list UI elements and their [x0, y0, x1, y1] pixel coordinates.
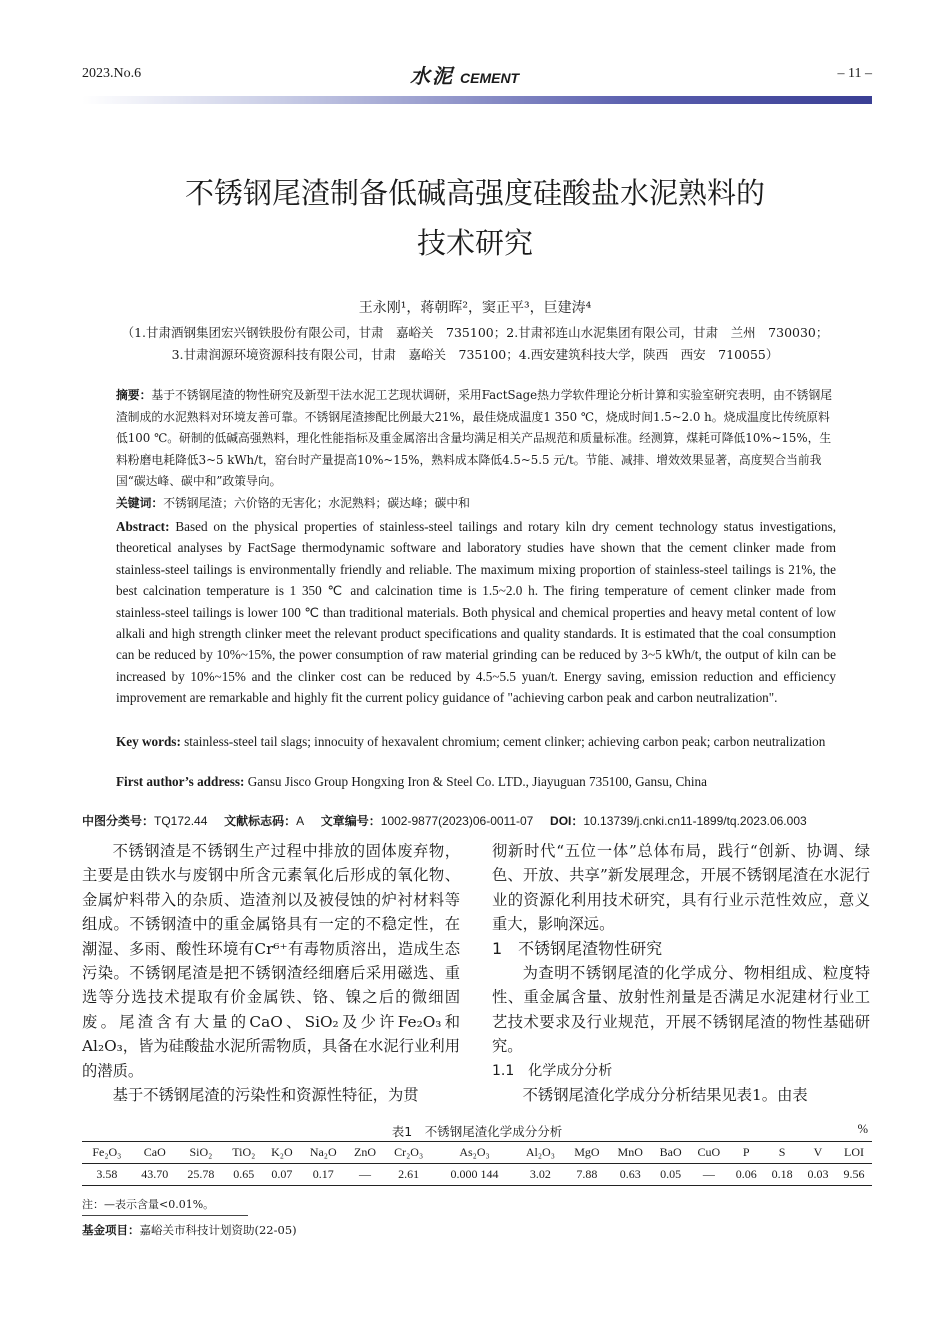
table-cell: 0.000 144: [450, 1167, 499, 1181]
funding-text: 嘉峪关市科技计划资助(22-05): [139, 1223, 297, 1237]
table-header-cell: BaO: [659, 1145, 682, 1159]
table-header-cell: MgO: [574, 1145, 600, 1159]
body-column-right: [492, 839, 870, 1107]
issue-number: 2023.No.6: [82, 66, 142, 81]
table-cell: 0.06: [735, 1167, 757, 1181]
table-header-cell: TiO₂: [232, 1145, 256, 1159]
footnote-divider: [82, 1215, 248, 1216]
table-header-cell: K₂O: [271, 1145, 293, 1159]
body-paragraph-2: 基于不锈钢尾渣的污染性和资源性特征，为贯: [112, 1086, 419, 1105]
table-header-cell: Cr₂O₃: [394, 1145, 424, 1159]
funding-label: 基金项目：: [82, 1223, 140, 1237]
abstract-cn-text: 基于不锈钢尾渣的物性研究及新型干法水泥工艺现状调研，采用FactSage热力学软件理论分析计算和实验室研究表明，由不锈钢尾渣制成的水泥熟料对环境友善可靠。不锈钢尾渣掺配比例最大21%，最佳烧成温度1 350 ℃，烧成时间1.5~2.0 h。烧成温度比传统原料低100 ℃。研制的低碱高强熟料，理化性能指标及重金属溶出含量均满足相关产品规范和质量标准。经测算，煤耗可降低10%~15%，生料粉磨电耗降低3~5 kWh/t，窑台时产量提高10%~15%，熟料成本降低4.5~5.5 元/t。节能、减排、增效效果显著，高度契合当前我国“碳达峰、碳中和”政策导向。: [116, 388, 833, 489]
table-cell: 0.18: [771, 1167, 793, 1181]
classification-line: [82, 812, 882, 829]
abstract-en-label: Abstract:: [116, 519, 170, 534]
keywords-cn-label: 关键词：: [116, 496, 164, 510]
body-column-left: [82, 839, 460, 1107]
table-cell: —: [702, 1167, 715, 1181]
body-paragraph-4: 不锈钢尾渣化学成分分析结果见表1。由表: [522, 1086, 808, 1105]
header-gradient-bar: [82, 96, 872, 104]
table-header-cell: P: [742, 1145, 750, 1159]
affiliation-line-2: 3.甘肃润源环境资源科技有限公司，甘肃 嘉峪关 735100；4.西安建筑科技大学，陕西 西安 710055）: [171, 347, 779, 362]
table-header-row: [82, 1142, 872, 1164]
table-cell: 2.61: [398, 1167, 420, 1181]
paper-title: [60, 168, 890, 268]
clc-value: TQ172.44: [154, 814, 208, 828]
table-header-cell: ZnO: [353, 1145, 376, 1159]
abstract-en: [116, 516, 836, 709]
table-note: 注：—表示含量<0.01%。: [82, 1198, 215, 1211]
subsection-heading-1-1: 1.1 化学成分分析: [492, 1062, 613, 1079]
abstract-cn: [116, 385, 836, 493]
chemical-composition-table: [82, 1141, 872, 1186]
doc-code-value: A: [296, 814, 305, 828]
section-heading-1: 1 不锈钢尾渣物性研究: [492, 938, 663, 958]
table-cell: 0.07: [271, 1167, 293, 1181]
table-cell: 0.05: [660, 1167, 682, 1181]
doi-label: DOI：: [550, 814, 584, 828]
journal-logo-en: CEMENT: [460, 70, 520, 86]
table-unit: %: [857, 1122, 868, 1136]
first-author-address: [116, 774, 856, 790]
article-number-value: 1002-9877(2023)06-0011-07: [380, 814, 534, 828]
table-cell: 0.65: [233, 1167, 255, 1181]
table-header-cell: Fe₂O₃: [92, 1145, 122, 1159]
table-cell: 0.03: [807, 1167, 829, 1181]
keywords-en-label: Key words:: [116, 734, 181, 749]
body-paragraph-1: 不锈钢渣是不锈钢生产过程中排放的固体废弃物，主要是由铁水与废钢中所含元素氧化后形成的氧化物、金属炉料带入的杂质、造渣剂以及被侵蚀的炉衬材料等组成。不锈钢渣中的重金属铬具有一定的不稳定性，在潮湿、多雨、酸性环境有Cr⁶⁺有毒物质溶出，造成生态污染。不锈钢尾渣是把不锈钢渣经细磨后采用磁选、重选等分选技术提取有价金属铁、铬、镍之后的微细固废。尾渣含有大量的CaO、SiO₂及少许Fe₂O₃和Al₂O₃，皆为硅酸盐水泥所需物质，具备在水泥行业利用的潜质。: [82, 842, 460, 1080]
table-row: [82, 1164, 872, 1186]
first-author-address-text: Gansu Jisco Group Hongxing Iron & Steel Co. LTD., Jiayuguan 735100, Gansu, China: [247, 774, 707, 789]
keywords-en: [116, 731, 836, 752]
keywords-cn-text: 不锈钢尾渣；六价铬的无害化；水泥熟料；碳达峰；碳中和: [163, 496, 470, 510]
table-cell: —: [358, 1167, 371, 1181]
abstract-en-text: Based on the physical properties of stainless-steel tailings and rotary kiln dry cement technology status investigations, theoretical analyses by FactSage thermodynamic software and laboratory studies have shown that the cement clinker made from stainless-steel tailings is environmentally friendly and reliable. The maximum mixing proportion of stainless-steel tailings is 21%, the best calcination temperature is 1 350 ℃ and calcination time is 1.5~2.0 h. The firing temperature of cement clinker made from stainless-steel tailings is lower 100 ℃ than traditional materials. Both physical and chemical properties and heavy metal content of low alkali and high strength clinker meet the relevant product specifications and quality standards. It is estimated that the coal consumption can be reduced by 10%~15%, the power consumption of raw material grinding can be reduced by 3~5 kWh/t, the output of kiln can be increased by 10%~15% and the clinker cost can be reduced by 4.5~5.5 yuan/t. Energy saving, emission reduction and efficiency improvement are remarkable and highly fit the current policy guidance of "achieving carbon peak and carbon neutralization".: [116, 519, 837, 706]
doc-code-label: 文献标志码：: [224, 814, 297, 828]
journal-logo-cn: 水泥: [410, 64, 454, 88]
table-header-cell: LOI: [843, 1145, 864, 1159]
table-cell: 43.70: [141, 1167, 169, 1181]
clc-label: 中图分类号：: [82, 814, 155, 828]
table-caption: [82, 1122, 872, 1140]
table-cell: 3.02: [529, 1167, 551, 1181]
journal-logo: [410, 60, 519, 89]
abstract-cn-label: 摘要：: [116, 388, 152, 402]
table-header-cell: V: [813, 1145, 823, 1159]
author-list: 王永刚¹，蒋朝晖²，窦正平³，巨建涛⁴: [358, 300, 592, 316]
funding-note: [82, 1222, 297, 1238]
table-header-cell: Na₂O: [309, 1145, 337, 1159]
body-paragraph-2-continued: 彻新时代“五位一体”总体布局，践行“创新、协调、绿色、开放、共享”新发展理念，开展不锈钢尾渣在水泥行业的资源化利用技术研究，具有行业示范性效应，意义重大，影响深远。: [492, 842, 870, 934]
table-header-cell: S: [778, 1145, 786, 1159]
first-author-address-label: First author’s address:: [116, 774, 245, 789]
keywords-cn: [116, 494, 836, 511]
table-header-cell: MnO: [617, 1145, 643, 1159]
table-header-cell: SiO₂: [189, 1145, 213, 1159]
table-cell: 7.88: [576, 1167, 598, 1181]
page-number: – 11 –: [837, 66, 872, 81]
table-cell: 0.63: [619, 1167, 641, 1181]
article-number-label: 文章编号：: [320, 814, 381, 828]
keywords-en-text: stainless-steel tail slags; innocuity of hexavalent chromium; cement clinker; achieving carbon peak; carbon neutralization: [184, 734, 826, 749]
table-caption-text: 表1 不锈钢尾渣化学成分分析: [391, 1124, 563, 1139]
table-cell: 3.58: [96, 1167, 118, 1181]
table-header-cell: Al₂O₃: [525, 1145, 555, 1159]
body-paragraph-3: 为查明不锈钢尾渣的化学成分、物相组成、粒度特性、重金属含量、放射性剂量是否满足水泥建材行业工艺技术要求及行业规范，开展不锈钢尾渣的物性基础研究。: [492, 964, 870, 1056]
doi-value: 10.13739/j.cnki.cn11-1899/tq.2023.06.003: [583, 814, 807, 828]
table-header-cell: CaO: [143, 1145, 166, 1159]
table-cell: 25.78: [187, 1167, 215, 1181]
table-cell: 0.17: [312, 1167, 334, 1181]
table-cell: 9.56: [843, 1167, 865, 1181]
table-header-cell: As₂O₃: [459, 1145, 490, 1159]
affiliations: [60, 322, 890, 366]
affiliation-line-1: （1.甘肃酒钢集团宏兴钢铁股份有限公司，甘肃 嘉峪关 735100；2.甘肃祁连山水泥集团有限公司，甘肃 兰州 730030；: [121, 325, 829, 340]
title-line-1: 不锈钢尾渣制备低碱高强度硅酸盐水泥熟料的: [184, 176, 765, 210]
title-line-2: 技术研究: [416, 226, 533, 260]
table-header-cell: CuO: [697, 1145, 721, 1159]
